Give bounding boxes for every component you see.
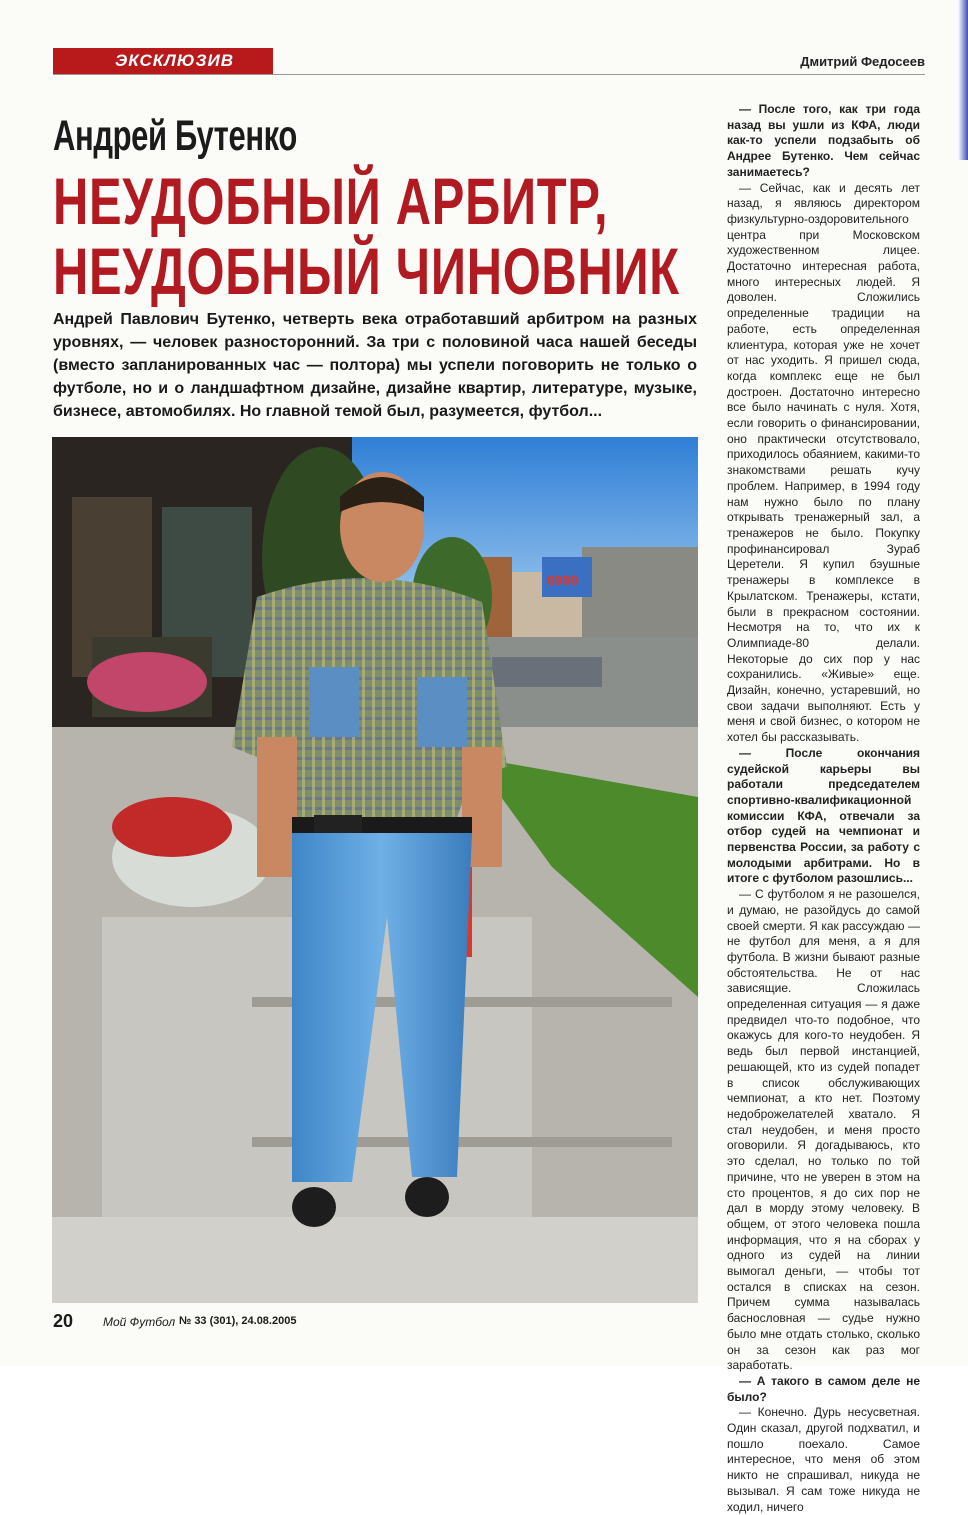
section-tag: ЭКСКЛЮЗИВ (53, 48, 273, 74)
interview-answer: — Сейчас, как и десять лет назад, я являюсь директором физкультурно-оздоровительного центра при Московском художественном лицее. Достаточно интересная работа, много интересных людей. Я доволен. Сложились определенные традиции на работе, есть определенная клиентура, которая уже не хочет от нас уходить. Я пришел сюда, когда комплекс еще не был достроен. Достаточно интересно все было начинать с нуля. Хотя, если говорить о финансировании, оно практически отсутствовало, приходилось обаянием, какими-то знакомствами решать кучу проблем. Например, в 1994 году нам нужно было по плану открывать тренажерный зал, а тренажеров не было. Покупку профинансировал Зураб Церетели. Я купил бэушные тренажеры в комплексе в Крылатском. Тренажеры, кстати, были в прекрасном состоянии. Несмотря на то, что их к Олимпиаде-80 делали. Некоторые до сих пор у нас сохранились. «Живые» еще. Дизайн, конечно, устаревший, но свои задачи выполняют. Есть у меня и свой бизнес, о котором не хотел бы рассказывать. (727, 180, 920, 745)
magazine-name: Мой Футбол (103, 1315, 176, 1329)
article-lede: Андрей Павлович Бутенко, четверть века отработавший арбитром на разных уровнях, — человек разносторонний. За три с половиной часа нашей беседы (вместо запланированных час — полтора) мы успели поговорить не только о футболе, но и о ландшафтном дизайне, дизайне квартир, литературе, музыке, бизнесе, автомобилях. Но главной темой был, разумеется, футбол... (53, 311, 697, 420)
section-banner (53, 48, 925, 75)
headline-line-1: НЕУДОБНЫЙ АРБИТР, (53, 164, 609, 238)
headline-line-2: НЕУДОБНЫЙ ЧИНОВНИК (53, 234, 680, 308)
issue-info: № 33 (301), 24.08.2005 (179, 1315, 297, 1327)
interview-answer: — Конечно. Дурь несусветная. Один сказал, другой подхватил, и пошло поехало. Самое интересное, что меня об этом никто не спрашивал, никуда не вызывал. Я сам тоже никуда не ходил, ничего (727, 1405, 920, 1514)
interview-question: — После того, как три года назад вы ушли из КФА, люди как-то успели подзабыть об Андрее Бутенко. Чем сейчас занимаетесь? (727, 102, 920, 179)
portrait-photo (52, 437, 698, 1303)
article-body-column (727, 102, 920, 1515)
page-edge-decoration (958, 0, 968, 160)
article-headline (53, 166, 680, 306)
photo-illustration (52, 437, 698, 1303)
article-subject: Андрей Бутенко (53, 112, 297, 160)
interview-answer: — С футболом я не разошелся, и думаю, не разойдусь до самой своей смерти. Я как рассуждаю — не футбол для меня, а я для футбола. В жизни бывают разные обстоятельства. Не от нас зависящие. Сложилась определенная ситуация — я даже предвидел что-то подобное, что окажусь для кого-то неудобен. Я ведь был первой инстанцией, решающей, кто из судей попадет в список обслуживающих чемпионат, а кто нет. Поэтому недоброжелателей хватало. Я стал неудобен, и меня просто оговорили. Я догадываюсь, кто это сделал, но только по той причине, что не уверен в этом на сто процентов, я до сих пор не дал в морду этому человеку. В общем, от этого человека пошла информация, что я на сборах у одного из судей на линии вымогал деньги, — чтобы тот остался в списках на сезон. Причем сумма называлась баснословная — судье нужно было мне отдать столько, сколько он за сезон как раз мог заработать. (727, 887, 920, 1373)
page-footer (53, 1311, 925, 1333)
author-name: Дмитрий Федосеев (800, 54, 925, 69)
interview-question: — После окончания судейской карьеры вы работали председателем спортивно-квалификационной комиссии КФА, отвечали за отбор судей на чемпионат и первенства России, за работу с молодыми арбитрами. Но в итоге с футболом разошлись... (727, 745, 920, 886)
page-number: 20 (53, 1311, 74, 1331)
billboard-text: 6990 (547, 572, 579, 588)
interview-question: — А такого в самом деле не было? (727, 1373, 920, 1404)
